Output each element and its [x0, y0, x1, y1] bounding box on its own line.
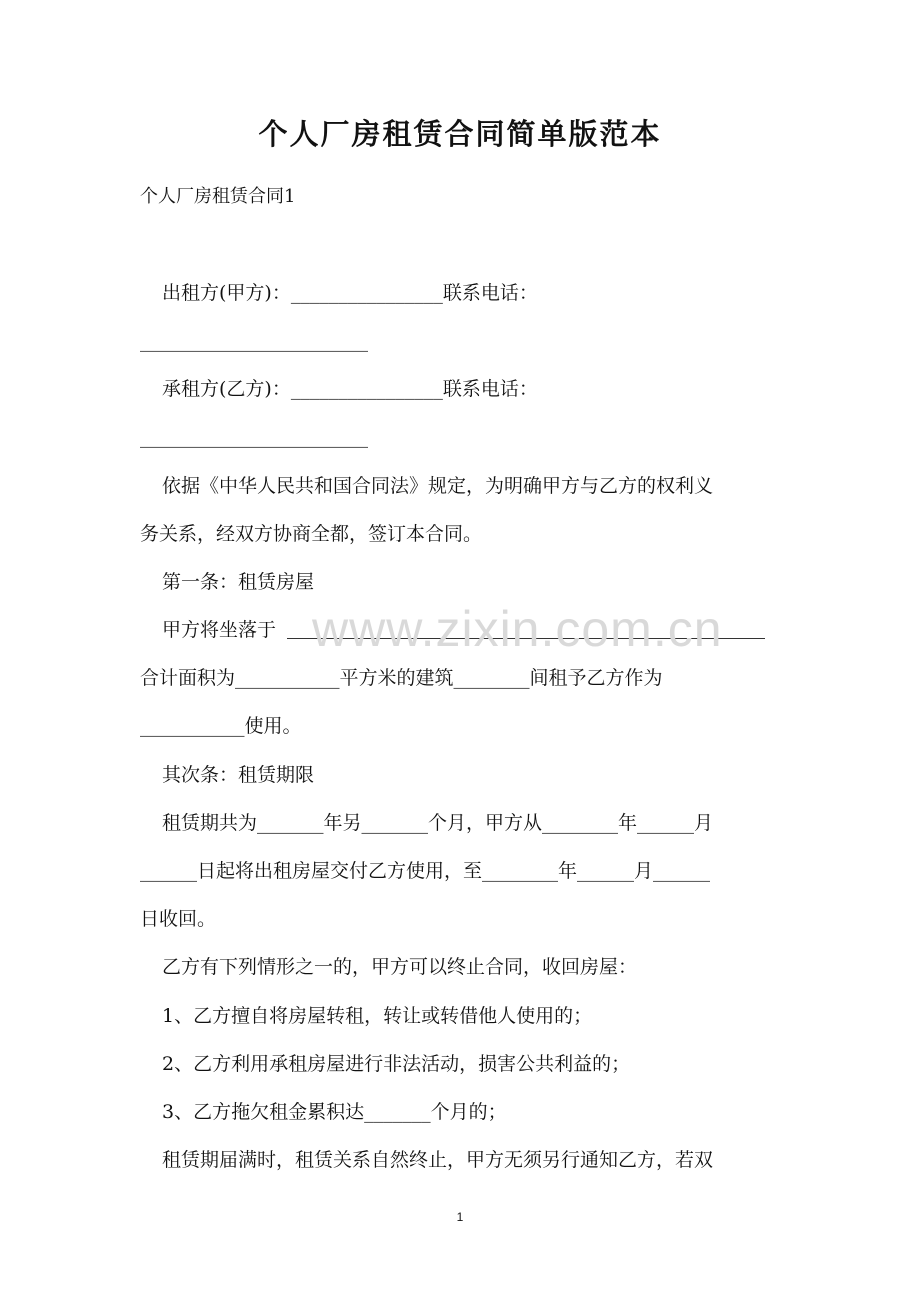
- article-2-line-3: 日收回。: [140, 908, 217, 930]
- termination-item-3: 3、乙方拖欠租金累积达_______个月的；: [162, 1101, 507, 1123]
- watermark: www.zixin.com.cn: [312, 601, 723, 657]
- termination-intro: 乙方有下列情形之一的，甲方可以终止合同，收回房屋：: [162, 956, 638, 978]
- article-2-heading: 其次条：租赁期限: [162, 764, 315, 786]
- article-2-line-2: ______日起将出租房屋交付乙方使用，至________年______月______: [140, 860, 711, 882]
- termination-item-1: 1、乙方擅自将房屋转租，转让或转借他人使用的；: [162, 1005, 593, 1027]
- termination-item-2: 2、乙方利用承租房屋进行非法活动，损害公共利益的；: [162, 1053, 631, 1075]
- article-1-line-1: 甲方将坐落于: [162, 619, 277, 641]
- lessor-line: 出租方(甲方)：________________联系电话：: [162, 282, 538, 304]
- lessee-line: 承租方(乙方)：________________联系电话：: [162, 378, 538, 400]
- preamble-line-1: 依据《中华人民共和国合同法》规定，为明确甲方与乙方的权利义: [162, 475, 714, 497]
- lessee-phone-blank: ________________________: [140, 426, 368, 448]
- contract-subtitle: 个人厂房租赁合同1: [140, 186, 296, 207]
- article-1-heading: 第一条：租赁房屋: [162, 571, 315, 593]
- lessor-phone-blank: ________________________: [140, 330, 368, 352]
- article-2-line-1: 租赁期共为_______年另_______个月，甲方从________年______月: [162, 812, 714, 834]
- document-title: 个人厂房租赁合同简单版范本: [258, 117, 662, 151]
- page-number: 1: [456, 1210, 464, 1224]
- article-1-line-2: 合计面积为___________平方米的建筑________间租予乙方作为: [140, 667, 663, 689]
- article-1-line-3: ___________使用。: [140, 715, 302, 737]
- expiry-line: 租赁期届满时，租赁关系自然终止，甲方无须另行通知乙方，若双: [162, 1149, 714, 1171]
- preamble-line-2: 务关系，经双方协商全都，签订本合同。: [140, 523, 483, 545]
